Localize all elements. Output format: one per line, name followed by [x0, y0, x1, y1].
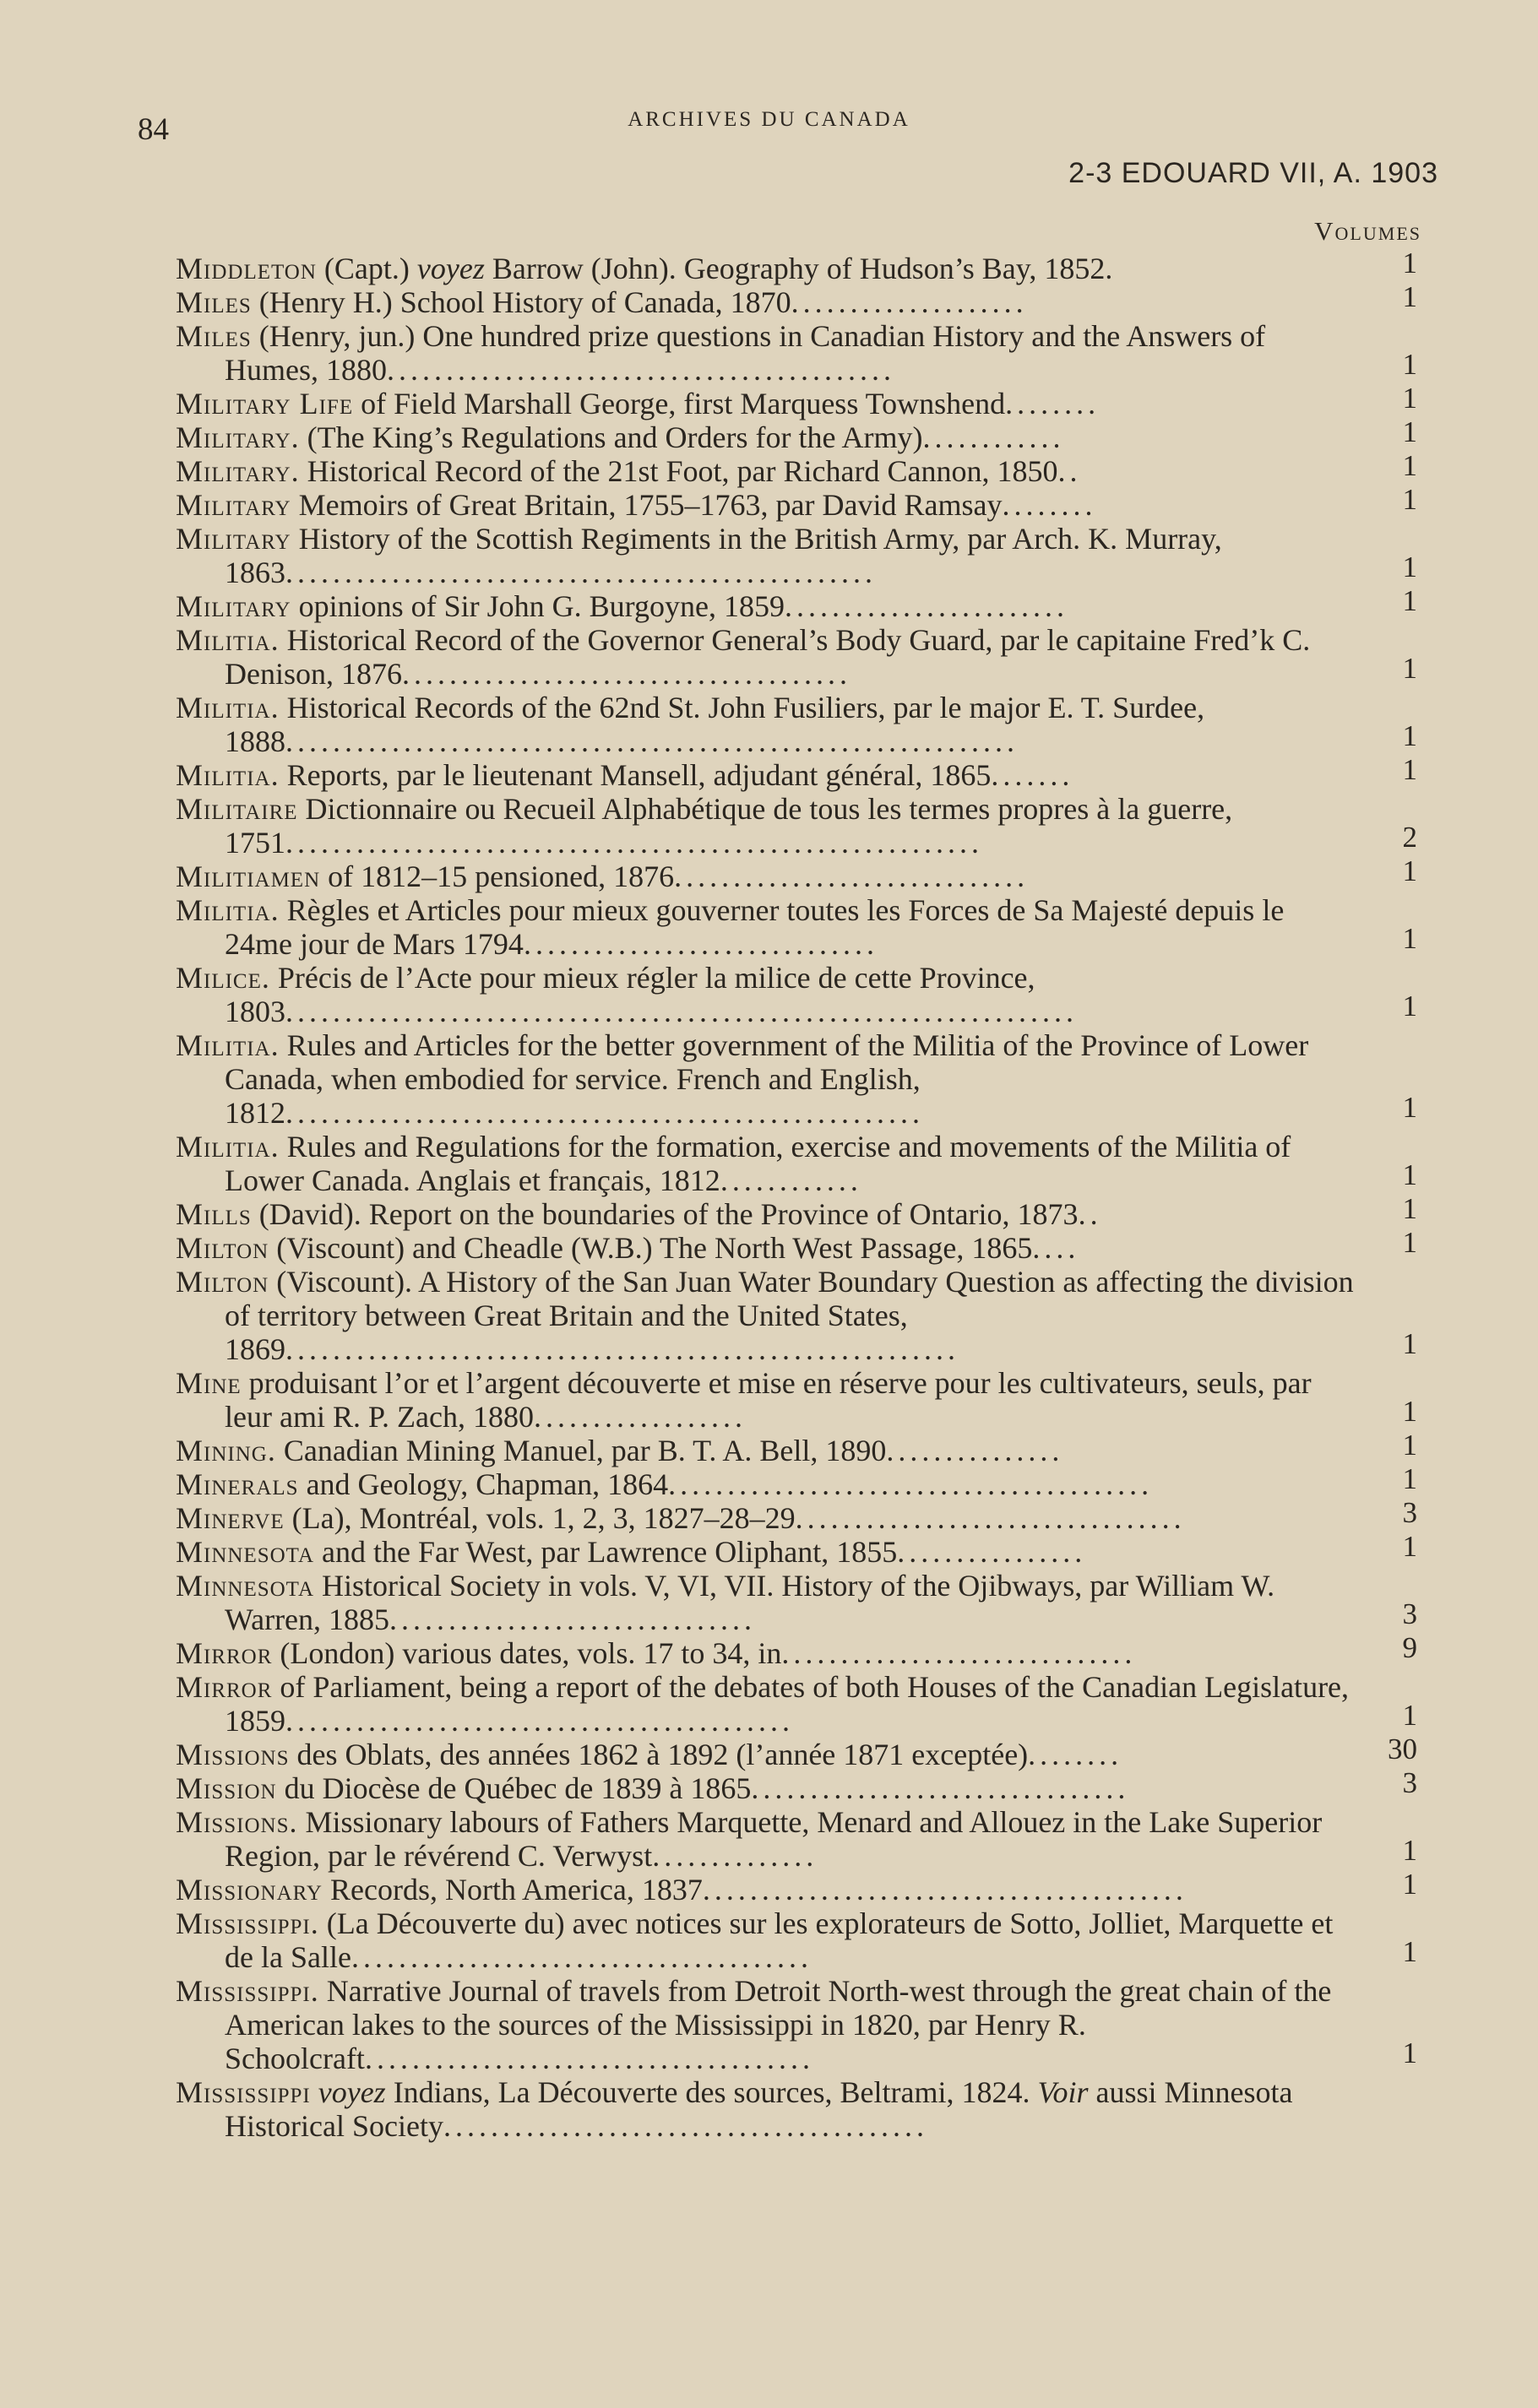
entry-heading: Military Life — [176, 387, 354, 420]
volume-count: 1 — [1402, 1462, 1417, 1495]
entry-heading: Mississippi. — [176, 1906, 319, 1940]
entry-text — [176, 1873, 1356, 1906]
entry-heading: Mississippi. — [176, 1974, 319, 2008]
entry-text — [176, 1265, 1356, 1366]
entry-text — [176, 1906, 1356, 1974]
dot-leader: ........ — [1028, 1738, 1123, 1771]
volume-count: 1 — [1402, 1192, 1417, 1225]
dot-leader: ........................................................... — [285, 826, 983, 860]
entry-heading: Mirror — [176, 1636, 273, 1670]
dot-leader: .............................. — [523, 927, 878, 961]
catalogue-entry — [176, 382, 1417, 420]
entry-heading: Mississippi — [176, 2075, 311, 2109]
catalogue-entry — [176, 1130, 1417, 1197]
entry-text — [176, 319, 1356, 387]
entry-italic: voyez — [416, 252, 485, 285]
volume-count: 1 — [1402, 1834, 1417, 1867]
entry-heading: Missions — [176, 1738, 290, 1771]
volume-count: 2 — [1402, 821, 1417, 854]
entry-title: opinions of Sir John G. Burgoyne, 1859 — [291, 589, 785, 623]
dot-leader: ......................................................... — [285, 1332, 959, 1366]
entry-title: Records, North America, 1837 — [322, 1873, 703, 1906]
entry-text — [176, 1569, 1356, 1636]
entry-title: and Geology, Chapman, 1864 — [298, 1467, 669, 1501]
dot-leader: .. — [1078, 1197, 1102, 1231]
entry-heading: Military — [176, 488, 291, 522]
entry-title: (David). Report on the boundaries of the Province of Ontario, 1873 — [251, 1197, 1079, 1231]
running-title: ARCHIVES DU CANADA — [628, 108, 910, 131]
volume-count: 1 — [1402, 1699, 1417, 1732]
entry-title: Canadian Mining Manuel, par B. T. A. Bell, 1890 — [275, 1434, 887, 1467]
entry-text — [176, 792, 1356, 860]
volume-count: 3 — [1402, 1496, 1417, 1529]
entry-text — [176, 623, 1356, 691]
dot-leader: ............ — [922, 420, 1065, 454]
catalogue-entry — [176, 1366, 1417, 1434]
volume-count: 1 — [1402, 1530, 1417, 1563]
catalogue-entry — [176, 1670, 1417, 1738]
entry-title: des Oblats, des années 1862 à 1892 (l’année 1871 exceptée) — [289, 1738, 1029, 1771]
volume-count: 1 — [1402, 719, 1417, 752]
volume-count: 1 — [1402, 348, 1417, 381]
catalogue-entry — [176, 792, 1417, 860]
catalogue-entry — [176, 1265, 1417, 1366]
entry-title: (Henry, jun.) One hundred prize questions in Canadian History and the Answers of Humes, 1880 — [225, 319, 1266, 387]
volume-count: 1 — [1402, 990, 1417, 1022]
dot-leader: ............ — [720, 1163, 862, 1197]
entry-text — [176, 1670, 1356, 1738]
entry-heading: Militia. — [176, 1028, 280, 1062]
entry-title: and the Far West, par Lawrence Oliphant, 1855 — [314, 1535, 898, 1569]
dot-leader: ............... — [886, 1434, 1064, 1467]
entry-heading: Militia. — [176, 623, 280, 657]
entry-title: (Viscount). A History of the San Juan Water Boundary Question as affecting the division of territory between Great Britain and the United States, 1869 — [225, 1265, 1354, 1366]
dot-leader: ...................................................... — [285, 1096, 924, 1130]
entry-text — [176, 758, 1356, 792]
entry-text — [176, 1467, 1356, 1501]
catalogue-entry — [176, 961, 1417, 1028]
entry-heading: Minerve — [176, 1501, 285, 1535]
entry-text — [176, 522, 1356, 589]
catalogue-entry — [176, 1974, 1417, 2075]
dot-leader: ......................................... — [668, 1467, 1154, 1501]
entry-text — [176, 1231, 1356, 1265]
entry-text — [176, 454, 1356, 488]
dot-leader: .................... — [791, 285, 1028, 319]
entry-text — [176, 1501, 1356, 1535]
volume-count: 1 — [1402, 280, 1417, 313]
dot-leader: .... — [1032, 1231, 1080, 1265]
entry-title: (La), Montréal, vols. 1, 2, 3, 1827–28–29 — [284, 1501, 796, 1535]
catalogue-entry — [176, 2075, 1417, 2143]
entry-text — [176, 387, 1356, 420]
entry-title: Memoirs of Great Britain, 1755–1763, par David Ramsay — [291, 488, 1003, 522]
entry-title: (The King’s Regulations and Orders for the Army) — [299, 420, 923, 454]
entry-heading: Milice. — [176, 961, 270, 995]
entry-text — [176, 1771, 1356, 1805]
catalogue-entry — [176, 247, 1417, 285]
catalogue-entry — [176, 584, 1417, 623]
volume-count: 1 — [1402, 1327, 1417, 1360]
volume-count: 1 — [1402, 550, 1417, 583]
catalogue-entry — [176, 854, 1417, 893]
entry-title-cont: Indians, La Découverte des sources, Beltrami, 1824. — [385, 2075, 1038, 2109]
entry-heading: Militia. — [176, 691, 280, 724]
volume-count: 1 — [1402, 415, 1417, 448]
volume-count: 1 — [1402, 483, 1417, 516]
volume-count: 1 — [1402, 1091, 1417, 1124]
dot-leader: ........................................... — [285, 1704, 794, 1738]
dot-leader: .................................................. — [285, 556, 877, 589]
catalogue-entry — [176, 483, 1417, 522]
volume-count: 1 — [1402, 1935, 1417, 1968]
volume-count: 1 — [1402, 1158, 1417, 1191]
entry-title — [311, 2075, 318, 2109]
catalogue-entry — [176, 280, 1417, 319]
catalogue-entry — [176, 691, 1417, 758]
entry-heading: Mine — [176, 1366, 242, 1400]
volume-count: 1 — [1402, 1226, 1417, 1259]
volume-count: 1 — [1402, 1429, 1417, 1462]
entry-heading: Military — [176, 589, 291, 623]
page-number: 84 — [138, 112, 169, 147]
dot-leader: ........................................... — [387, 353, 895, 387]
entry-heading: Minnesota — [176, 1535, 314, 1569]
entry-heading: Milton — [176, 1265, 269, 1299]
entry-title-cont: aussi Minnesota Historical Society — [225, 2075, 1293, 2143]
dot-leader: ................................ — [751, 1771, 1130, 1805]
entry-heading: Mission — [176, 1771, 277, 1805]
entry-heading: Missionary — [176, 1873, 323, 1906]
volume-count: 1 — [1402, 1868, 1417, 1901]
catalogue-entry — [176, 1028, 1417, 1130]
volume-count: 1 — [1402, 449, 1417, 482]
entry-heading: Militiamen — [176, 860, 321, 893]
entry-heading: Mills — [176, 1197, 252, 1231]
session-heading: 2-3 EDOUARD VII, A. 1903 — [1068, 157, 1438, 189]
entry-title: Historical Society in vols. V, VI, VII. History of the Ojibways, par William W. Warren, 1885 — [225, 1569, 1275, 1636]
entry-text — [176, 1197, 1356, 1231]
catalogue-entry — [176, 1766, 1417, 1805]
dot-leader: ............................... — [389, 1603, 757, 1636]
entry-heading: Middleton — [176, 252, 317, 285]
dot-leader: ........................ — [784, 589, 1068, 623]
catalogue-entry — [176, 1733, 1417, 1771]
dot-leader: ................................................................... — [285, 995, 1078, 1028]
catalogue-entry — [176, 522, 1417, 589]
catalogue-entry — [176, 1462, 1417, 1501]
dot-leader: ...................................... — [402, 657, 851, 691]
dot-leader: ......................................... — [443, 2109, 928, 2143]
dot-leader: .............................. — [781, 1636, 1137, 1670]
entry-heading: Military. — [176, 420, 300, 454]
catalogue-entry — [176, 1429, 1417, 1467]
entry-title: Narrative Journal of travels from Detroit North-west through the great chain of the American lakes to the sources of the Mississippi in 1820, par Henry R. Schoolcraft — [225, 1974, 1332, 2075]
volume-count: 1 — [1402, 2036, 1417, 2069]
volume-count: 1 — [1402, 1395, 1417, 1428]
entry-text — [176, 691, 1356, 758]
entry-title: of 1812–15 pensioned, 1876 — [320, 860, 675, 893]
entry-title: (Capt.) — [316, 252, 417, 285]
entry-title: (La Découverte du) avec notices sur les explorateurs de Sotto, Jolliet, Marquette et de la Salle — [225, 1906, 1334, 1974]
dot-leader: ....................................... — [351, 1940, 812, 1974]
entry-text — [176, 1366, 1356, 1434]
dot-leader: ...................................... — [364, 2042, 814, 2075]
entry-heading: Militia. — [176, 758, 280, 792]
entry-italic: Voir — [1037, 2075, 1089, 2109]
entry-title: Règles et Articles pour mieux gouverner toutes les Forces de Sa Majesté depuis le 24me jour de Mars 1794 — [225, 893, 1285, 961]
entry-text — [176, 589, 1356, 623]
entry-heading: Minnesota — [176, 1569, 314, 1603]
volume-count: 3 — [1402, 1766, 1417, 1799]
volume-count: 1 — [1402, 247, 1417, 279]
entry-text — [176, 420, 1356, 454]
entry-title: produisant l’or et l’argent découverte et mise en réserve pour les cultivateurs, seuls, par leur ami R. P. Zach, 1880 — [225, 1366, 1312, 1434]
entry-title: Dictionnaire ou Recueil Alphabétique de tous les termes propres à la guerre, 1751 — [225, 792, 1233, 860]
entry-title: Historical Records of the 62nd St. John Fusiliers, par le major E. T. Surdee, 1888 — [225, 691, 1205, 758]
entry-heading: Mining. — [176, 1434, 276, 1467]
entry-text — [176, 1636, 1356, 1670]
entry-heading: Miles — [176, 285, 252, 319]
entry-title: Reports, par le lieutenant Mansell, adjudant général, 1865 — [279, 758, 992, 792]
catalogue-entry — [176, 1530, 1417, 1569]
entry-heading: Miles — [176, 319, 252, 353]
entry-text — [176, 961, 1356, 1028]
entry-text — [176, 252, 1356, 285]
catalogue-entry — [176, 1805, 1417, 1873]
entry-title: Rules and Regulations for the formation, exercise and movements of the Militia of Lower Canada. Anglais et français, 1812 — [225, 1130, 1291, 1197]
catalogue-entry — [176, 415, 1417, 454]
volume-count: 1 — [1402, 753, 1417, 786]
catalogue-entry — [176, 1496, 1417, 1535]
dot-leader: ........ — [1005, 387, 1101, 420]
catalogue-entry — [176, 893, 1417, 961]
volume-count: 1 — [1402, 652, 1417, 685]
entry-text — [176, 1434, 1356, 1467]
entry-title: (Viscount) and Cheadle (W.B.) The North West Passage, 1865 — [269, 1231, 1033, 1265]
volume-count: 3 — [1402, 1597, 1417, 1630]
dot-leader: .............................. — [674, 860, 1030, 893]
entry-text — [176, 488, 1356, 522]
entry-title: Historical Record of the Governor General’s Body Guard, par le capitaine Fred’k C. Denison, 1876 — [225, 623, 1311, 691]
dot-leader: ........ — [1002, 488, 1097, 522]
entry-heading: Missions. — [176, 1805, 298, 1839]
catalogue-entry — [176, 1868, 1417, 1906]
dot-leader: .............. — [652, 1839, 818, 1873]
entry-title: Rules and Articles for the better government of the Militia of the Province of Lower Canada, when embodied for service. French and English, 1812 — [225, 1028, 1309, 1130]
entry-heading: Milton — [176, 1231, 269, 1265]
entry-text — [176, 1738, 1356, 1771]
entry-heading: Militia. — [176, 893, 280, 927]
entry-heading: Minerals — [176, 1467, 299, 1501]
entry-heading: Militaire — [176, 792, 298, 826]
catalogue-entry — [176, 1226, 1417, 1265]
entry-text — [176, 893, 1356, 961]
entry-text — [176, 1130, 1356, 1197]
volume-count: 30 — [1388, 1733, 1417, 1765]
catalogue-entry — [176, 1906, 1417, 1974]
entry-title: Précis de l’Acte pour mieux régler la milice de cette Province, 1803 — [225, 961, 1035, 1028]
entry-title: Missionary labours of Fathers Marquette, Menard and Allouez in the Lake Superior Region, par le révérend C. Verwyst — [225, 1805, 1323, 1873]
catalogue-entries — [176, 247, 1417, 2143]
entry-title: (London) various dates, vols. 17 to 34, in — [272, 1636, 782, 1670]
entry-heading: Militia. — [176, 1130, 280, 1163]
entry-text — [176, 2075, 1356, 2143]
catalogue-entry — [176, 319, 1417, 387]
entry-text — [176, 285, 1356, 319]
entry-heading: Mirror — [176, 1670, 273, 1704]
dot-leader: ....... — [991, 758, 1074, 792]
volume-count: 9 — [1402, 1631, 1417, 1664]
entry-title: (Henry H.) School History of Canada, 1870 — [251, 285, 791, 319]
dot-leader: .............................................................. — [285, 724, 1019, 758]
entry-text — [176, 1805, 1356, 1873]
entry-title: of Parliament, being a report of the debates of both Houses of the Canadian Legislature, 1859 — [225, 1670, 1350, 1738]
dot-leader: .................. — [533, 1400, 747, 1434]
entry-text — [176, 1028, 1356, 1130]
entry-title: of Field Marshall George, first Marquess Townshend — [353, 387, 1006, 420]
volume-count: 1 — [1402, 584, 1417, 617]
entry-heading: Military — [176, 522, 291, 556]
dot-leader: ................................. — [795, 1501, 1186, 1535]
entry-text — [176, 1974, 1356, 2075]
volumes-column-heading: Volumes — [1314, 216, 1421, 246]
catalogue-entry — [176, 753, 1417, 792]
dot-leader: .. — [1057, 454, 1082, 488]
entry-title: History of the Scottish Regiments in the British Army, par Arch. K. Murray, 1863 — [225, 522, 1222, 589]
entry-text — [176, 1535, 1356, 1569]
dot-leader: ......................................... — [702, 1873, 1187, 1906]
volume-count: 1 — [1402, 922, 1417, 955]
entry-text — [176, 860, 1356, 893]
entry-title-cont: Barrow (John). Geography of Hudson’s Bay, 1852. — [484, 252, 1113, 285]
catalogue-entry — [176, 1631, 1417, 1670]
catalogue-entry — [176, 1192, 1417, 1231]
catalogue-entry — [176, 1569, 1417, 1636]
entry-title: Historical Record of the 21st Foot, par Richard Cannon, 1850 — [299, 454, 1058, 488]
catalogue-entry — [176, 449, 1417, 488]
volume-count: 1 — [1402, 854, 1417, 887]
entry-heading: Military. — [176, 454, 300, 488]
volume-count: 1 — [1402, 382, 1417, 415]
entry-italic: voyez — [318, 2075, 386, 2109]
entry-title: du Diocèse de Québec de 1839 à 1865 — [276, 1771, 752, 1805]
dot-leader: ................ — [897, 1535, 1087, 1569]
catalogue-entry — [176, 623, 1417, 691]
